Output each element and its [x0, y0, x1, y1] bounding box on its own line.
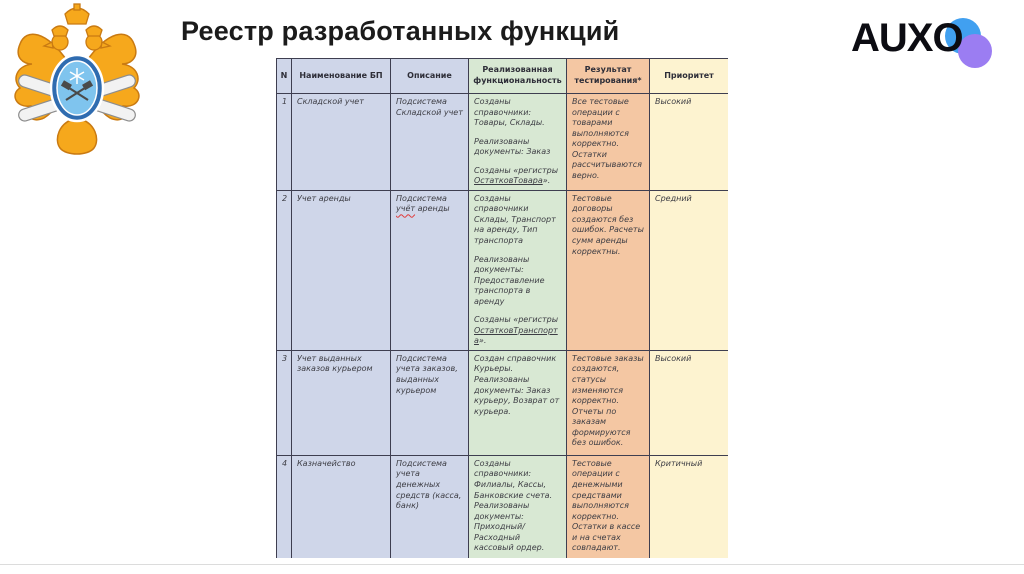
brand-logo-text: AUXO — [851, 16, 963, 60]
paragraph: Подсистема учета денежных средств (касса, банк) — [396, 458, 462, 511]
cell-test_result — [567, 455, 650, 558]
paragraph: Реализованы документы: Заказ — [474, 136, 551, 157]
paragraph: Созданы «регистры ОстатковТовара». — [474, 165, 559, 186]
cell-description — [391, 94, 469, 191]
spellcheck-word: учёт — [396, 204, 416, 214]
cell-priority: Критичный — [650, 455, 729, 558]
cell-test_result — [567, 94, 650, 191]
table-row — [277, 455, 729, 558]
column-header-priority: Приоритет — [650, 59, 729, 94]
paragraph: Реализованы документы: Предоставление транспорта в аренду — [474, 254, 545, 306]
paragraph: Тестовые договоры создаются без ошибок. Расчеты сумм аренды корректны. — [572, 193, 644, 256]
page-title: Реестр разработанных функций — [181, 16, 620, 46]
cell-test_result — [567, 190, 650, 350]
table-row — [277, 94, 729, 191]
column-header-description: Описание — [391, 59, 469, 94]
paragraph: Подсистема учета заказов, выданных курьером — [396, 353, 458, 395]
paragraph: Тестовые операции с денежными средствами выполняются корректно. Остатки в кассе и на счетах совпадают. — [572, 458, 641, 553]
table-body — [277, 94, 729, 559]
register-link-text: ОстатковТовара — [474, 176, 543, 186]
cell-name: Казначейство — [292, 455, 391, 558]
cell-n: 4 — [277, 455, 292, 558]
header-row — [277, 59, 729, 94]
cell-n: 1 — [277, 94, 292, 191]
cell-test_result — [567, 350, 650, 455]
ministry-emblem — [8, 0, 146, 158]
paragraph: Созданы справочники: Товары, Склады. — [474, 97, 545, 128]
registry-table-container — [276, 58, 728, 558]
paragraph: Создан справочник Курьеры. Реализованы документы: Заказ курьеру, Возврат от курьера. — [474, 353, 560, 416]
cell-name: Складской учет — [292, 94, 391, 191]
table-row — [277, 190, 729, 350]
cell-functionality — [469, 190, 567, 350]
slide-bottom-divider — [0, 564, 1024, 565]
column-header-name: Наименование БП — [292, 59, 391, 94]
paragraph: Подсистема учёт аренды — [396, 193, 450, 214]
paragraph: Созданы справочники Склады, Транспорт на аренду, Тип транспорта — [474, 193, 556, 246]
cell-description — [391, 190, 469, 350]
table-header — [277, 59, 729, 94]
cell-functionality — [469, 94, 567, 191]
paragraph: Подсистема Складской учет — [396, 97, 463, 117]
cell-priority: Высокий — [650, 94, 729, 191]
cell-priority: Высокий — [650, 350, 729, 455]
cell-name: Учет выданных заказов курьером — [292, 350, 391, 455]
paragraph: Все тестовые операции с товарами выполняются корректно. Остатки рассчитываются верно. — [572, 97, 642, 180]
table-row — [277, 350, 729, 455]
paragraph: Созданы «регистры ОстатковТранспорта». — [474, 315, 559, 346]
cell-n: 2 — [277, 190, 292, 350]
cell-functionality — [469, 350, 567, 455]
cell-description — [391, 350, 469, 455]
column-header-functionality: Реализованная функциональность — [469, 59, 567, 94]
cell-n: 3 — [277, 350, 292, 455]
cell-priority: Средний — [650, 190, 729, 350]
cell-name: Учет аренды — [292, 190, 391, 350]
paragraph: Созданы справочники: Филиалы, Кассы, Банковские счета. Реализованы документы: Приходный/Расходный кассовый ордер. — [474, 458, 553, 553]
register-link-text: ОстатковТранспорта — [474, 325, 558, 346]
column-header-n: N — [277, 59, 292, 94]
column-header-test_result: Результат тестирования* — [567, 59, 650, 94]
paragraph: Тестовые заказы создаются, статусы изменяются корректно. Отчеты по заказам формируются без ошибок. — [572, 353, 644, 448]
cell-description — [391, 455, 469, 558]
registry-table — [276, 58, 728, 558]
cell-functionality — [469, 455, 567, 558]
